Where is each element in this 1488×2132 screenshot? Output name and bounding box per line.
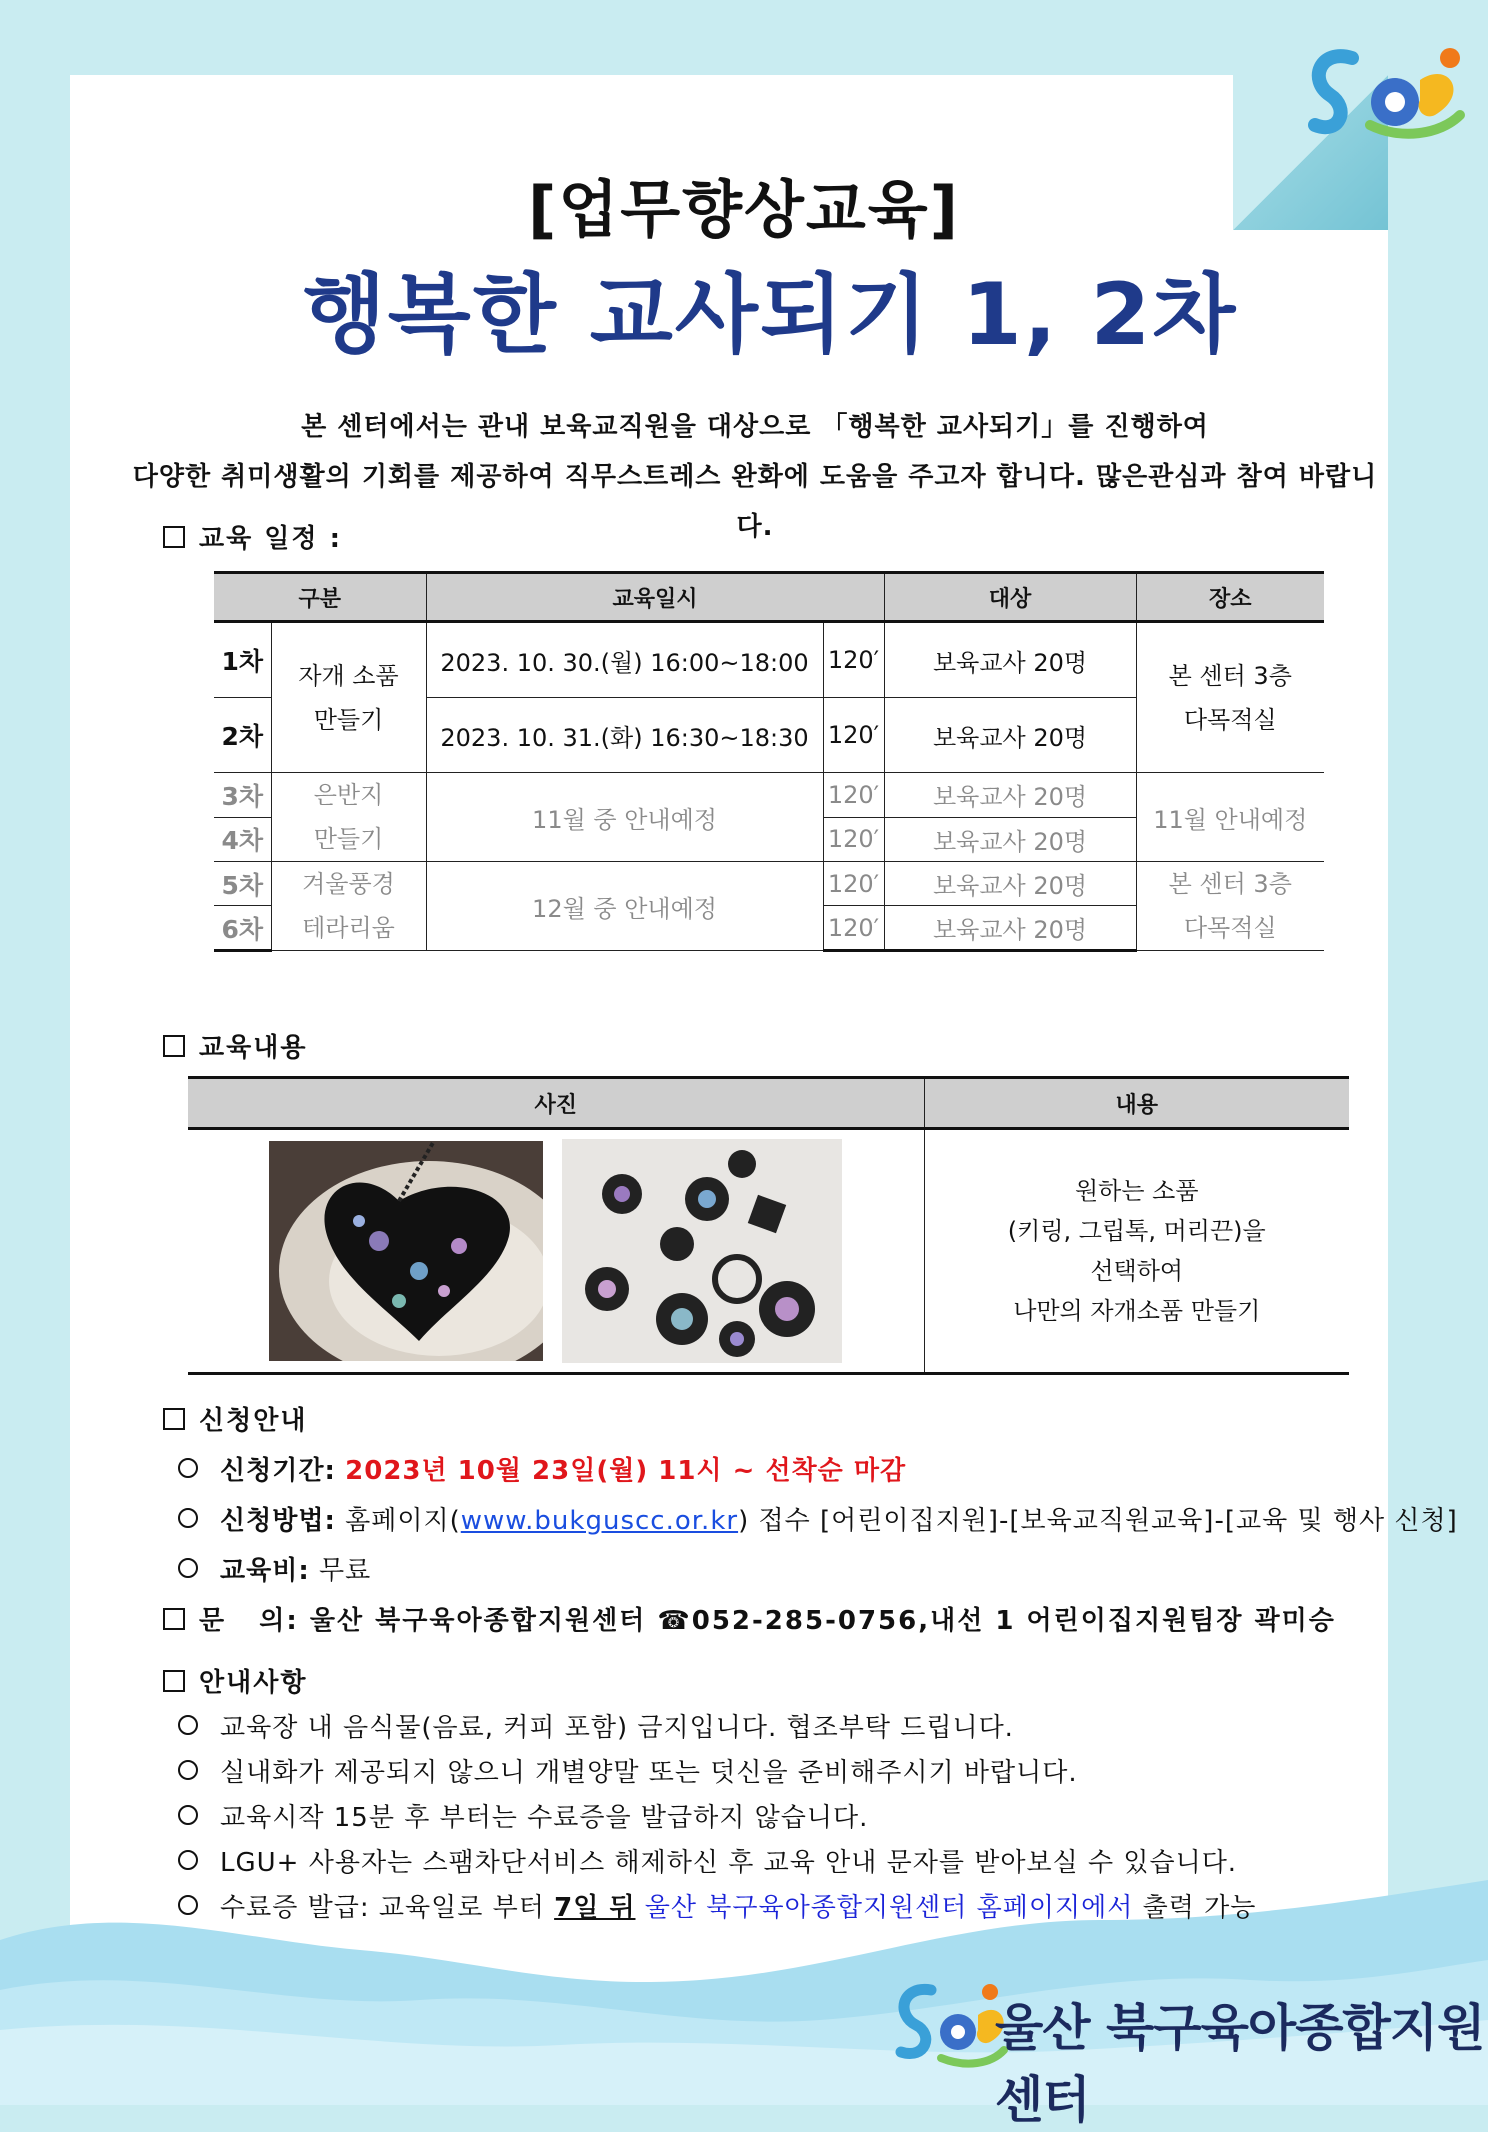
checkbox-square-icon xyxy=(163,1670,185,1692)
title-bracket: [업무향상교육] xyxy=(527,173,961,246)
heart-pendant-photo xyxy=(269,1141,543,1361)
checkbox-square-icon xyxy=(163,1408,185,1430)
notice-item: 실내화가 제공되지 않으니 개별양말 또는 덧신을 준비해주시기 바랍니다. xyxy=(178,1752,1078,1789)
desc-line: (키링, 그립톡, 머리끈)을 xyxy=(1007,1217,1266,1245)
header-datetime: 교육일시 xyxy=(426,573,884,622)
footer-org-name: 울산 북구육아종합지원센터 xyxy=(995,1999,1485,2129)
round-cell: 3차 xyxy=(214,773,271,818)
target-cell: 보육교사 20명 xyxy=(884,817,1136,862)
minutes-cell: 120′ xyxy=(823,773,884,818)
target-cell: 보육교사 20명 xyxy=(884,862,1136,906)
round-cell: 2차 xyxy=(214,698,271,773)
desc-line: 나만의 자개소품 만들기 xyxy=(1013,1297,1261,1325)
target-cell: 보육교사 20명 xyxy=(884,698,1136,773)
table-row xyxy=(214,773,1324,818)
minutes-cell: 120′ xyxy=(823,862,884,906)
program-cell: 은반지 만들기 xyxy=(271,773,426,862)
circle-bullet-icon xyxy=(178,1895,198,1915)
circle-bullet-icon xyxy=(178,1508,198,1528)
table-row xyxy=(214,622,1324,698)
round-cell: 5차 xyxy=(214,862,271,906)
minutes-cell: 120′ xyxy=(823,698,884,773)
minutes-cell: 120′ xyxy=(823,817,884,862)
circle-bullet-icon xyxy=(178,1805,198,1825)
circle-bullet-icon xyxy=(178,1558,198,1578)
header-category: 구분 xyxy=(214,573,426,622)
date-cell: 2023. 10. 30.(월) 16:00~18:00 xyxy=(426,622,823,698)
circle-bullet-icon xyxy=(178,1850,198,1870)
intro-line-1: 본 센터에서는 관내 보육교직원을 대상으로 「행복한 교사되기」를 진행하여 xyxy=(301,412,1209,442)
homepage-link[interactable]: www.bukguscc.or.kr xyxy=(460,1506,739,1536)
description-cell xyxy=(924,1129,1349,1374)
program-cell: 겨울풍경 테라리움 xyxy=(271,862,426,951)
contact-line: 문 의: 울산 북구육아종합지원센터 ☎052-285-0756,내선 1 어린이집지원팀장 곽미승 xyxy=(163,1600,1336,1637)
schedule-table xyxy=(214,571,1324,952)
desc-line: 원하는 소품 xyxy=(1074,1177,1199,1205)
desc-line: 선택하여 xyxy=(1090,1257,1184,1285)
target-cell: 보육교사 20명 xyxy=(884,773,1136,818)
apply-method: 신청방법: 홈페이지(www.bukguscc.or.kr) 접수 [어린이집지원]-[보육교직원교육]-[교육 및 행사 신청] xyxy=(178,1500,1458,1537)
minutes-cell: 120′ xyxy=(823,906,884,951)
notice-item: 수료증 발급: 교육일로 부터 7일 뒤 울산 북구육아종합지원센터 홈페이지에서 출력 가능 xyxy=(178,1887,1256,1924)
date-cell: 12월 중 안내예정 xyxy=(426,862,823,951)
circle-bullet-icon xyxy=(178,1760,198,1780)
notice-item: LGU+ 사용자는 스팸차단서비스 해제하신 후 교육 안내 문자를 받아보실 수 있습니다. xyxy=(178,1842,1237,1879)
schedule-header-row xyxy=(214,573,1324,622)
apply-heading: 신청안내 xyxy=(163,1400,307,1437)
round-cell: 4차 xyxy=(214,817,271,862)
checkbox-square-icon xyxy=(163,1608,185,1630)
circle-bullet-icon xyxy=(178,1715,198,1735)
place-cell: 본 센터 3층 다목적실 xyxy=(1136,862,1324,951)
page-title: 행복한 교사되기 1, 2차 xyxy=(302,265,1238,365)
header-target: 대상 xyxy=(884,573,1136,622)
center-logo-icon xyxy=(1300,40,1475,150)
date-cell: 11월 중 안내예정 xyxy=(426,773,823,862)
notice-item: 교육장 내 음식물(음료, 커피 포함) 금지입니다. 협조부탁 드립니다. xyxy=(178,1707,1014,1744)
notice-heading: 안내사항 xyxy=(163,1662,307,1699)
round-cell: 1차 xyxy=(214,622,271,698)
checkbox-square-icon xyxy=(163,1035,185,1057)
content-table xyxy=(188,1076,1349,1375)
header-photo: 사진 xyxy=(188,1078,924,1129)
place-cell: 11월 안내예정 xyxy=(1136,773,1324,862)
date-cell: 2023. 10. 31.(화) 16:30~18:30 xyxy=(426,698,823,773)
checkbox-square-icon xyxy=(163,526,185,548)
table-row xyxy=(214,862,1324,906)
minutes-cell: 120′ xyxy=(823,622,884,698)
place-cell: 본 센터 3층 다목적실 xyxy=(1136,622,1324,773)
apply-period: 신청기간: 2023년 10월 23일(월) 11시 ~ 선착순 마감 xyxy=(178,1450,906,1487)
accessories-photo xyxy=(562,1139,842,1363)
header-description: 내용 xyxy=(924,1078,1349,1129)
photo-cell xyxy=(188,1129,924,1374)
program-cell: 자개 소품 만들기 xyxy=(271,622,426,773)
target-cell: 보육교사 20명 xyxy=(884,906,1136,951)
notice-item: 교육시작 15분 후 부터는 수료증을 발급하지 않습니다. xyxy=(178,1797,868,1834)
target-cell: 보육교사 20명 xyxy=(884,622,1136,698)
apply-fee: 교육비: 무료 xyxy=(178,1550,371,1587)
intro-line-2: 다양한 취미생활의 기회를 제공하여 직무스트레스 완화에 도움을 주고자 합니다. 많은관심과 참여 바랍니다. xyxy=(132,462,1378,542)
round-cell: 6차 xyxy=(214,906,271,951)
header-place: 장소 xyxy=(1136,573,1324,622)
circle-bullet-icon xyxy=(178,1458,198,1478)
schedule-heading: 교육 일정 : xyxy=(163,518,342,555)
content-heading: 교육내용 xyxy=(163,1027,307,1064)
